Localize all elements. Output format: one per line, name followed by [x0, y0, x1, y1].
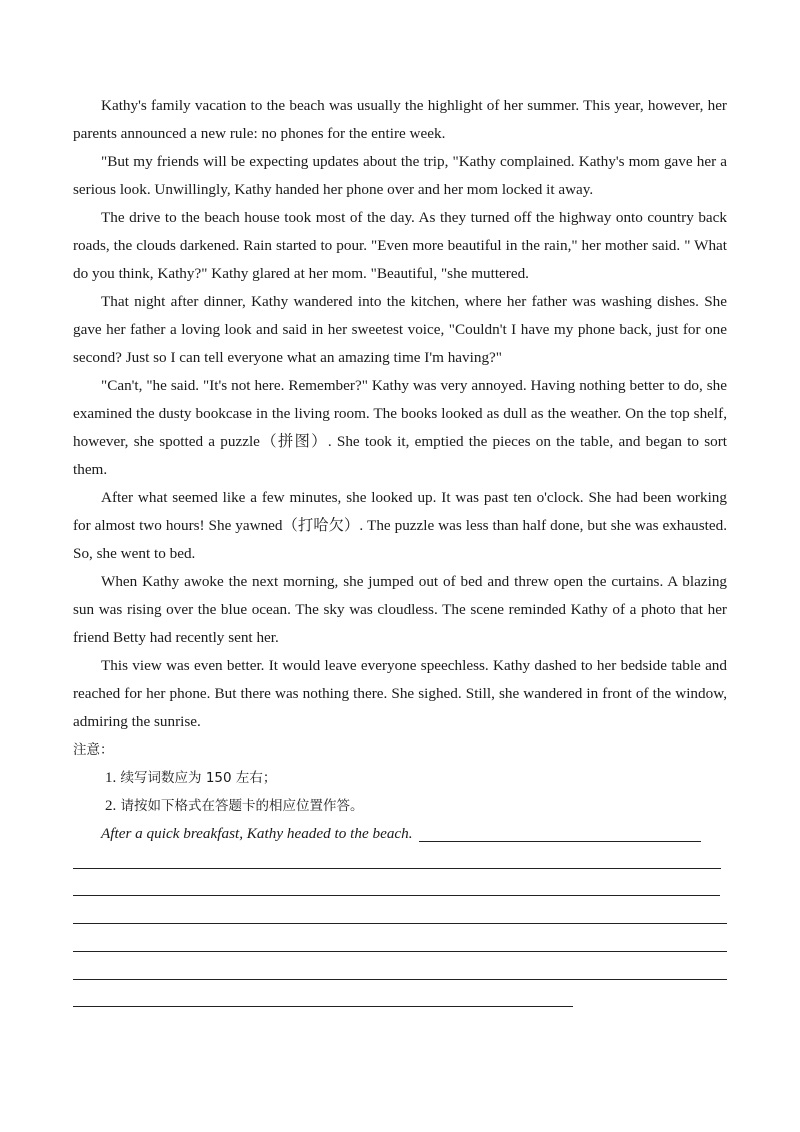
- answer-line[interactable]: [73, 923, 727, 924]
- document-page: [73, 92, 727, 848]
- passage-paragraph-2: "But my friends will be expecting updates about the trip, "Kathy complained. Kathy's mom gave her a serious look. Unwillingly, Kathy handed her phone over and her mom locked it away.: [73, 153, 727, 198]
- answer-line[interactable]: [567, 895, 720, 896]
- note-text: 续写词数应为 150 左右；: [120, 770, 277, 786]
- note-number: 1.: [105, 770, 117, 786]
- notes-heading: 注意：: [73, 742, 114, 758]
- passage-paragraph-7: When Kathy awoke the next morning, she jumped out of bed and threw open the curtains. A blazing sun was rising over the blue ocean. The sky was cloudless. The scene reminded Kathy of a photo that her friend Betty had recently sent her.: [73, 573, 727, 646]
- answer-line[interactable]: [419, 840, 701, 842]
- passage-paragraph-8: This view was even better. It would leave everyone speechless. Kathy dashed to her bedside table and reached for her phone. But there was nothing there. She sighed. Still, she wandered in front of the window, admiring the sunrise.: [73, 657, 727, 730]
- writing-starter-row: [73, 820, 727, 848]
- passage-paragraph-1: Kathy's family vacation to the beach was usually the highlight of her summer. This year, however, her parents announced a new rule: no phones for the entire week.: [73, 97, 727, 142]
- passage-paragraph-6: After what seemed like a few minutes, she looked up. It was past ten o'clock. She had been working for almost two hours! She yawned（打哈欠）. The puzzle was less than half done, but she was exhausted. So, she went to bed.: [73, 489, 727, 562]
- note-item-2: [73, 792, 727, 820]
- note-text: 请按如下格式在答题卡的相应位置作答。: [120, 798, 364, 814]
- answer-line[interactable]: [73, 979, 727, 980]
- passage-paragraph-3: The drive to the beach house took most of the day. As they turned off the highway onto country back roads, the clouds darkened. Rain started to pour. "Even more beautiful in the rain," her mother said. " What do you think, Kathy?" Kathy glared at her mom. "Beautiful, "she muttered.: [73, 209, 727, 282]
- answer-line[interactable]: [73, 1006, 573, 1007]
- note-number: 2.: [105, 798, 117, 814]
- answer-line[interactable]: [73, 868, 721, 869]
- note-item-1: [73, 764, 727, 792]
- writing-starter-sentence: After a quick breakfast, Kathy headed to the beach.: [101, 825, 413, 842]
- passage-paragraph-5: "Can't, "he said. "It's not here. Remember?" Kathy was very annoyed. Having nothing better to do, she examined the dusty bookcase in the living room. The books looked as dull as the weather. On the top shelf, however, she spotted a puzzle（拼图）. She took it, emptied the pieces on the table, and began to sort them.: [73, 377, 727, 478]
- passage-paragraph-4: That night after dinner, Kathy wandered into the kitchen, where her father was washing dishes. She gave her father a loving look and said in her sweetest voice, "Couldn't I have my phone back, just for one second? Just so I can tell everyone what an amazing time I'm having?": [73, 293, 727, 366]
- answer-line[interactable]: [73, 895, 567, 896]
- answer-line[interactable]: [73, 951, 727, 952]
